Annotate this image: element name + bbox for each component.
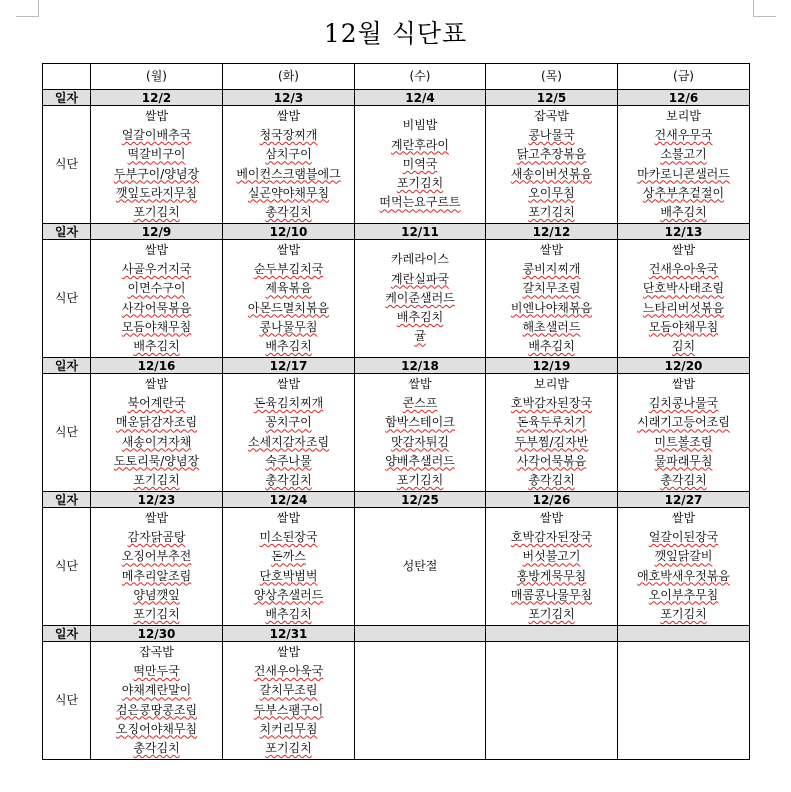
menu-item: 베이컨스크램블에그 [236,166,341,181]
menu-item: 오징어부추전 [121,549,192,564]
menu-item: 떡갈비구이 [127,147,186,162]
menu-item: 쌀밥 [276,644,301,659]
menu-item: 돈까스 [271,549,306,564]
date-cell: 12/30 [91,626,223,642]
menu-cell [618,642,750,760]
menu-item: 호박감자된장국 [510,530,593,545]
menu-cell [486,374,618,492]
date-cell: 12/3 [223,90,355,106]
date-cell: 12/27 [618,492,750,508]
menu-item: 쌀밥 [276,242,301,257]
menu-item: 보리밥 [534,376,569,391]
menu-item: 포기김치 [396,472,444,487]
menu-item: 성탄절 [402,558,438,573]
menu-cell [618,374,750,492]
menu-item: 김치 [671,338,696,353]
menu-table [42,63,750,760]
menu-item: 모듬야채무침 [121,319,192,334]
menu-item: 비엔나야채볶음 [510,300,593,315]
menu-item: 비빔밥 [402,118,438,133]
menu-item: 쌀밥 [539,510,564,525]
menu-item: 건새우아욱국 [648,262,719,277]
menu-item: 돈육두루치기 [516,415,587,430]
menu-item: 미역국 [402,156,438,171]
menu-item: 갈치무조림 [259,683,318,698]
menu-item: 콩비지찌개 [522,262,581,277]
menu-item: 양배추샐러드 [385,453,455,468]
menu-item: 제육볶음 [265,281,312,296]
menu-cell [355,240,486,358]
menu-item: 미트볼조림 [654,434,713,449]
menu-item: 보리밥 [666,108,701,123]
menu-item: 귤 [414,329,426,344]
weekday-header: (목) [486,64,618,90]
menu-item: 아몬드멸치볶음 [247,300,330,315]
menu-item: 배추김치 [265,606,312,621]
menu-item: 총각김치 [660,472,707,487]
menu-cell [223,374,355,492]
menu-item: 닭고추장볶음 [516,147,587,162]
date-cell: 12/13 [618,224,750,240]
menu-cell [355,106,486,224]
header-corner-cell [43,64,91,90]
date-cell: 12/10 [223,224,355,240]
menu-item: 두부구이/양념장 [113,166,200,181]
date-row [43,492,750,508]
menu-item: 쌀밥 [671,376,696,391]
menu-item: 쌀밥 [144,108,169,123]
date-cell: 12/24 [223,492,355,508]
menu-cell [486,508,618,626]
menu-item: 물파래무침 [654,453,713,468]
menu-item: 양상추샐러드 [253,587,324,602]
date-cell: 12/5 [486,90,618,106]
menu-item: 잡곡밥 [534,108,569,123]
menu-item: 건새우무국 [654,128,713,143]
date-cell: 12/20 [618,358,750,374]
menu-item: 실곤약야채무침 [247,185,330,200]
menu-item: 쌀밥 [539,242,564,257]
menu-item: 총각김치 [528,472,575,487]
menu-cell [223,106,355,224]
menu-item: 상추부추겉절이 [642,185,725,200]
menu-item: 사골우거지국 [121,262,192,277]
menu-item: 계란실파국 [391,271,449,286]
menu-cell [618,240,750,358]
date-row-label: 일자 [43,90,91,106]
menu-cell [618,106,750,224]
menu-item: 깻잎도라지무침 [115,185,198,200]
date-row [43,224,750,240]
date-cell: 12/31 [223,626,355,642]
date-row-label: 일자 [43,492,91,508]
date-row [43,626,750,642]
menu-item: 포기김치 [265,740,312,755]
menu-item: 맛감자튀김 [391,434,449,449]
menu-item: 청국장찌개 [259,128,318,143]
menu-item: 단호박범벅 [259,568,318,583]
menu-item: 건새우아욱국 [253,664,324,679]
menu-item: 메추리알조림 [121,568,192,583]
menu-item: 갈치무조림 [522,281,581,296]
menu-item: 잡곡밥 [139,644,174,659]
menu-item: 호박감자된장국 [510,396,593,411]
menu-item: 쌀밥 [408,376,432,391]
menu-item: 치커리무침 [259,721,318,736]
date-cell: 12/25 [355,492,486,508]
menu-cell [486,240,618,358]
menu-cell [91,374,223,492]
menu-cell [91,106,223,224]
date-row-label: 일자 [43,626,91,642]
date-cell: 12/12 [486,224,618,240]
menu-cell [91,642,223,760]
menu-item: 소불고기 [660,147,707,162]
menu-row-label: 식단 [43,374,91,492]
menu-item: 새송이겨자채 [121,434,192,449]
menu-row [43,642,750,760]
date-row-label: 일자 [43,358,91,374]
menu-item: 포기김치 [133,606,180,621]
menu-item: 사각어묵볶음 [121,300,192,315]
menu-row [43,240,750,358]
menu-item: 오이무침 [528,185,575,200]
menu-item: 얼갈이된장국 [648,530,719,545]
menu-item: 순두부김치국 [253,262,324,277]
menu-cell [355,374,486,492]
menu-row [43,106,750,224]
menu-item: 매운닭감자조림 [115,415,198,430]
menu-item: 배추김치 [265,338,312,353]
menu-item: 미소된장국 [259,530,318,545]
menu-cell [355,508,486,626]
menu-item: 모듬야채무침 [648,319,719,334]
date-cell: 12/16 [91,358,223,374]
menu-item: 사각어묵볶음 [516,453,587,468]
date-cell: 12/26 [486,492,618,508]
menu-item: 애호박새우젓볶음 [637,568,730,583]
menu-cell [486,106,618,224]
menu-item: 계란후라이 [391,137,449,152]
menu-item: 마카로니콘샐러드 [637,166,730,181]
menu-row-label: 식단 [43,106,91,224]
menu-row-label: 식단 [43,508,91,626]
menu-item: 돈육김치찌개 [253,396,324,411]
date-cell: 12/17 [223,358,355,374]
menu-item: 포기김치 [133,472,180,487]
page-title: 12월 식단표 [323,19,468,48]
menu-item: 두부스팸구이 [253,702,324,717]
menu-item: 쌀밥 [276,376,301,391]
menu-cell [91,508,223,626]
menu-item: 포기김치 [528,204,575,219]
menu-item: 홍방게묵무침 [516,568,587,583]
menu-item: 쌀밥 [276,108,301,123]
date-cell: 12/11 [355,224,486,240]
menu-item: 도토리묵/양념장 [113,453,200,468]
date-cell [355,626,486,642]
date-cell: 12/18 [355,358,486,374]
date-cell: 12/6 [618,90,750,106]
menu-item: 포기김치 [528,606,575,621]
menu-item: 쌀밥 [144,242,169,257]
menu-item: 시래기고등어조림 [637,415,730,430]
date-cell: 12/9 [91,224,223,240]
menu-item: 쌀밥 [276,510,301,525]
menu-item: 버섯불고기 [522,549,581,564]
menu-cell [223,642,355,760]
menu-item: 두부찜/김자반 [514,434,589,449]
menu-item: 새송이버섯볶음 [510,166,593,181]
menu-item: 얼갈이배추국 [121,128,192,143]
date-cell [618,626,750,642]
date-row [43,358,750,374]
menu-item: 총각김치 [265,472,312,487]
menu-item: 꽁치구이 [265,415,312,430]
menu-item: 포기김치 [396,176,444,191]
menu-row [43,508,750,626]
weekday-header: (월) [91,64,223,90]
menu-item: 북어계란국 [127,396,186,411]
menu-item: 콩나물무침 [259,319,318,334]
weekday-header: (금) [618,64,750,90]
menu-item: 소세지감자조림 [247,434,330,449]
menu-item: 배추김치 [133,338,180,353]
menu-item: 이면수구이 [127,281,186,296]
menu-item: 카레라이스 [391,252,449,267]
menu-cell [91,240,223,358]
menu-item: 검은콩땅콩조림 [115,702,198,717]
date-row [43,90,750,106]
menu-item: 쌀밥 [144,376,169,391]
weekday-header-row [43,64,750,90]
menu-item: 단호박사태조림 [642,281,725,296]
menu-item: 총각김치 [133,740,180,755]
weekday-header: (화) [223,64,355,90]
date-row-label: 일자 [43,224,91,240]
menu-row [43,374,750,492]
menu-item: 총각김치 [265,204,312,219]
menu-cell [223,508,355,626]
menu-item: 콩나물국 [528,128,575,143]
menu-item: 해초샐러드 [522,319,581,334]
menu-item: 김치콩나물국 [648,396,719,411]
menu-item: 오이부추무침 [648,587,719,602]
menu-item: 콘스프 [402,396,438,411]
date-cell: 12/19 [486,358,618,374]
menu-item: 깻잎닭갈비 [654,549,713,564]
menu-item: 떡만두국 [133,664,180,679]
date-cell: 12/4 [355,90,486,106]
menu-row-label: 식단 [43,240,91,358]
menu-item: 케이준샐러드 [385,290,455,305]
menu-item: 매콤콩나물무침 [510,587,593,602]
weekday-header: (수) [355,64,486,90]
menu-item: 함박스테이크 [385,415,455,430]
menu-cell [486,642,618,760]
date-cell [486,626,618,642]
menu-item: 감자닭곰탕 [127,530,186,545]
date-cell: 12/23 [91,492,223,508]
menu-cell [223,240,355,358]
menu-item: 숙주나물 [265,453,312,468]
menu-item: 쌀밥 [671,510,696,525]
menu-item: 배추김치 [660,204,707,219]
menu-item: 오징어야채무침 [115,721,198,736]
menu-cell [618,508,750,626]
menu-item: 쌀밥 [671,242,696,257]
menu-item: 떠먹는요구르트 [379,195,461,210]
menu-item: 쌀밥 [144,510,169,525]
menu-item: 포기김치 [133,204,180,219]
date-cell: 12/2 [91,90,223,106]
menu-row-label: 식단 [43,642,91,760]
menu-item: 배추김치 [396,310,444,325]
menu-item: 배추김치 [528,338,575,353]
menu-item: 양념깻잎 [133,587,180,602]
menu-cell [355,642,486,760]
menu-item: 포기김치 [660,606,707,621]
menu-item: 야채계란말이 [121,683,192,698]
menu-item: 느타리버섯볶음 [642,300,725,315]
menu-item: 삼치구이 [265,147,312,162]
